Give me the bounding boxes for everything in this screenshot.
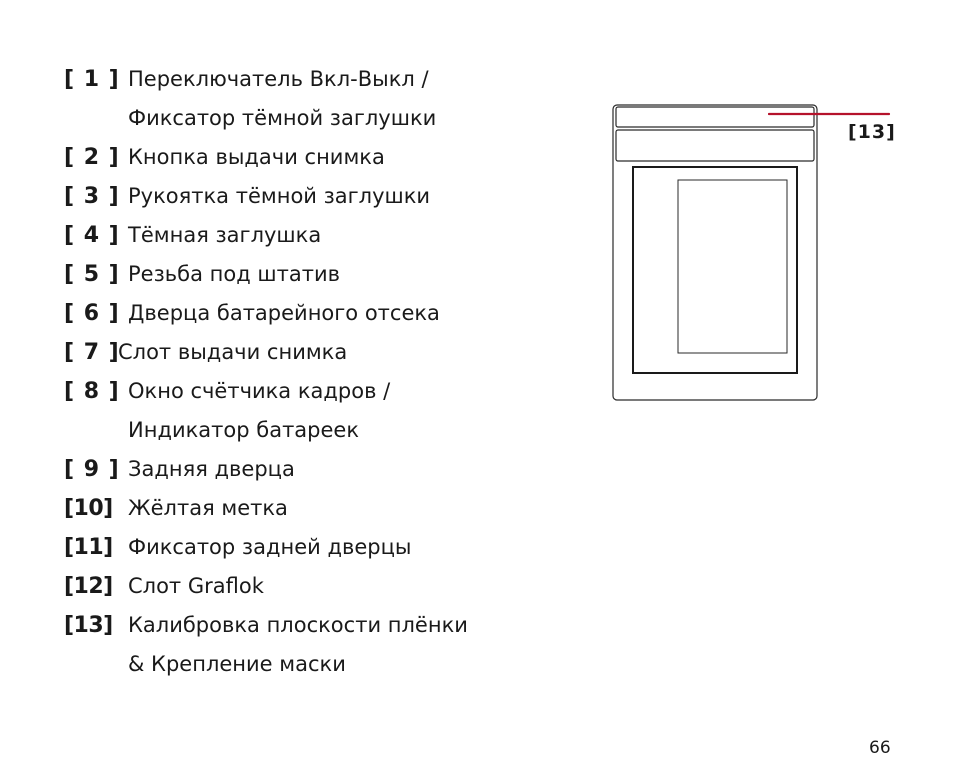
camera-back-diagram xyxy=(612,104,818,401)
legend-item-5 xyxy=(64,255,524,294)
legend-number: [10] xyxy=(64,496,113,521)
legend-number: [11] xyxy=(64,535,113,560)
legend-text: Индикатор батареек xyxy=(128,418,360,442)
legend-text: Задняя дверца xyxy=(128,457,295,481)
legend-item-13-continuation xyxy=(64,645,524,684)
legend-number: [ 6 ] xyxy=(64,301,120,326)
legend-text: Тёмная заглушка xyxy=(128,223,322,247)
legend-item-12 xyxy=(64,567,524,606)
legend-number: [ 8 ] xyxy=(64,379,120,404)
legend-number: [ 9 ] xyxy=(64,457,120,482)
legend-text: Калибровка плоскости плёнки xyxy=(128,613,468,637)
second-strip xyxy=(616,130,814,161)
legend-text: & Крепление маски xyxy=(128,652,346,676)
legend-text: Жёлтая метка xyxy=(128,496,288,520)
legend-text: Кнопка выдачи снимка xyxy=(128,145,385,169)
legend-item-7 xyxy=(64,333,524,372)
legend-text: Слот выдачи снимка xyxy=(118,340,348,364)
legend-text: Окно счётчика кадров / xyxy=(128,379,391,403)
legend-item-1 xyxy=(64,60,524,99)
legend-item-11 xyxy=(64,528,524,567)
camera-back-outline xyxy=(613,105,817,400)
legend-item-10 xyxy=(64,489,524,528)
legend-text: Дверца батарейного отсека xyxy=(128,301,440,325)
legend-item-3 xyxy=(64,177,524,216)
legend-item-8 xyxy=(64,372,524,411)
legend-number: [ 5 ] xyxy=(64,262,120,287)
legend-number: [ 2 ] xyxy=(64,145,120,170)
parts-legend xyxy=(64,60,524,684)
page-number: 66 xyxy=(869,738,891,758)
legend-item-2 xyxy=(64,138,524,177)
legend-number: [ 1 ] xyxy=(64,67,120,92)
legend-item-9 xyxy=(64,450,524,489)
legend-item-13 xyxy=(64,606,524,645)
legend-item-8-continuation xyxy=(64,411,524,450)
legend-text: Рукоятка тёмной заглушки xyxy=(128,184,431,208)
callout-label-13: [13] xyxy=(848,121,896,143)
legend-number: [ 3 ] xyxy=(64,184,120,209)
legend-item-4 xyxy=(64,216,524,255)
legend-number: [13] xyxy=(64,613,113,638)
legend-text: Фиксатор задней дверцы xyxy=(128,535,412,559)
legend-text: Фиксатор тёмной заглушки xyxy=(128,106,437,130)
legend-number: [ 4 ] xyxy=(64,223,120,248)
legend-item-6 xyxy=(64,294,524,333)
callout-line xyxy=(768,110,892,118)
legend-number: [12] xyxy=(64,574,113,599)
legend-number: [ 7 ] xyxy=(64,340,120,365)
legend-text: Слот Graflok xyxy=(128,574,264,598)
film-window-inner xyxy=(678,180,787,353)
legend-text: Переключатель Вкл-Выкл / xyxy=(128,67,429,91)
legend-text: Резьба под штатив xyxy=(128,262,340,286)
legend-item-1-continuation xyxy=(64,99,524,138)
film-frame-outer xyxy=(633,167,797,373)
